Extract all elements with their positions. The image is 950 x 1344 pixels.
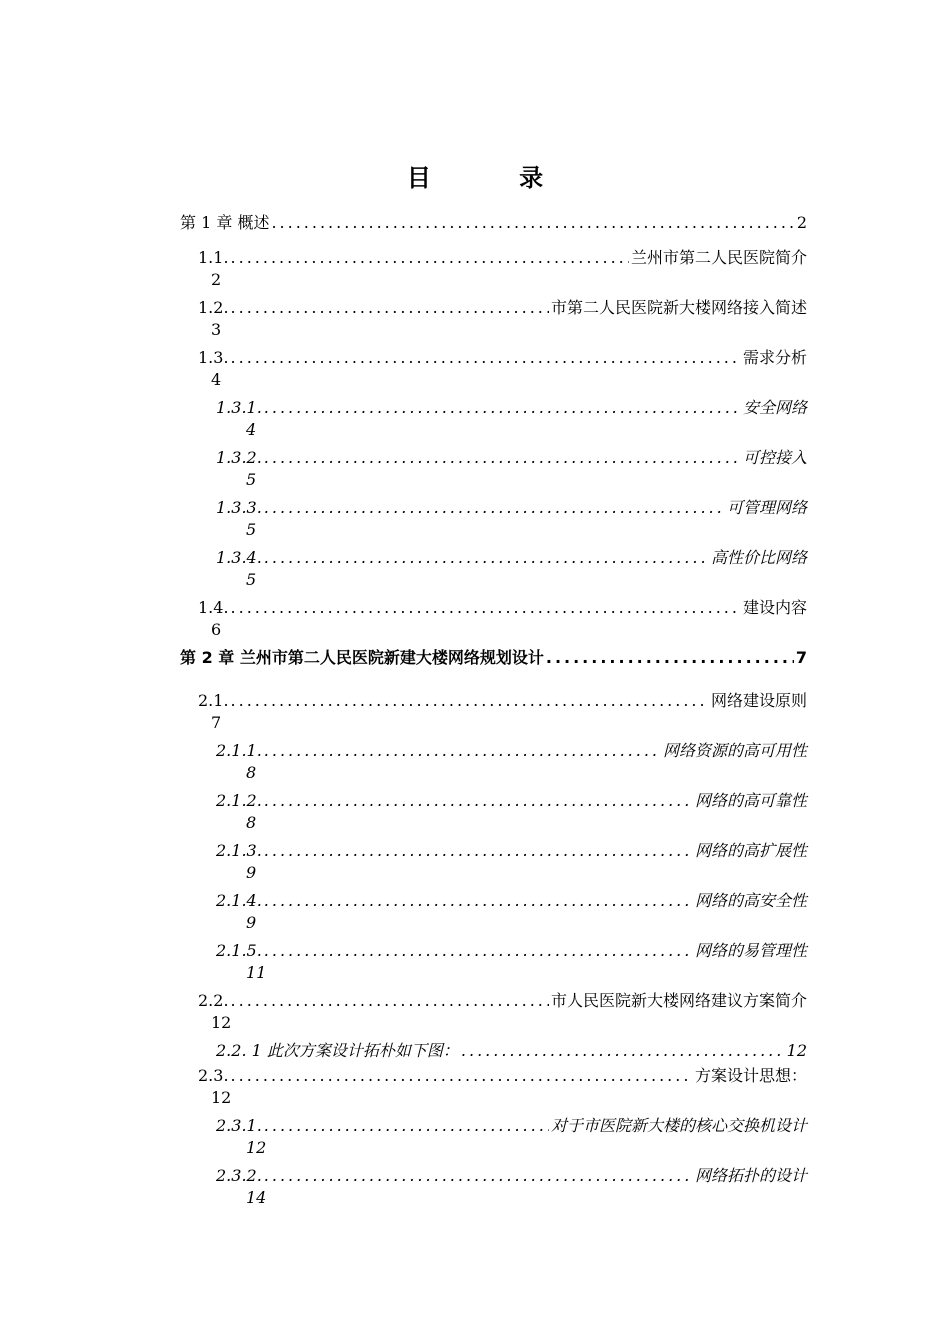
toc-line: [180, 210, 807, 233]
toc-number: 2.3.: [198, 1066, 229, 1085]
toc-line: [198, 988, 807, 1011]
toc-line: [216, 1038, 807, 1061]
dot-leader: [264, 1166, 693, 1185]
toc-page-number: 5: [246, 470, 257, 489]
toc-number: 1.1.: [198, 248, 229, 267]
toc-page-number: 6: [211, 620, 222, 639]
toc-line: [216, 838, 807, 861]
toc-line: [216, 545, 807, 568]
toc-page-number: 12: [211, 1013, 232, 1032]
toc-number: 2.3.2.: [216, 1166, 262, 1185]
toc-number: 2.1.4.: [216, 891, 262, 910]
toc-title: 可管理网络: [726, 498, 807, 517]
toc-number: 1.3.4.: [216, 548, 262, 567]
toc-page-number: 7: [795, 648, 807, 667]
toc-title: 对于市医院新大楼的核心交换机设计: [550, 1116, 807, 1135]
toc-number: 2.1.3.: [216, 841, 262, 860]
toc-line: [216, 938, 807, 961]
toc-page-number: 12: [246, 1138, 267, 1157]
dot-leader: [264, 398, 741, 417]
toc-page-number: 8: [246, 763, 257, 782]
toc-line: [180, 645, 807, 668]
dot-leader: [264, 1116, 549, 1135]
toc-line: [216, 445, 807, 468]
dot-leader: [271, 213, 794, 232]
toc-title: 市人民医院新大楼网络建议方案简介: [550, 991, 807, 1010]
toc-title: 网络的高可靠性: [694, 791, 807, 810]
toc-page-number: 11: [246, 963, 267, 982]
toc-title: 高性价比网络: [710, 548, 807, 567]
toc-line: [198, 345, 807, 368]
toc-page-number: 9: [246, 913, 257, 932]
toc-number: 1.3.1.: [216, 398, 262, 417]
dot-leader: [231, 691, 709, 710]
page-title: 目 录: [406, 164, 584, 192]
toc-number: 1.4.: [198, 598, 229, 617]
toc-number: 2.1.5.: [216, 941, 262, 960]
toc-line: [216, 1163, 807, 1186]
toc-line: [216, 1113, 807, 1136]
dot-leader: [264, 741, 661, 760]
dot-leader: [264, 791, 693, 810]
toc-line: [216, 788, 807, 811]
toc-page-number: 8: [246, 813, 257, 832]
toc-number: 2.2. 1 此次方案设计拓朴如下图：: [216, 1041, 459, 1060]
toc-page-number: 5: [246, 570, 257, 589]
toc-page-number: 12: [211, 1088, 232, 1107]
toc-title: 方案设计思想：: [694, 1066, 807, 1085]
toc-number: 第 1 章 概述: [180, 213, 270, 232]
toc-line: [198, 595, 807, 618]
toc-title: 网络拓扑的设计: [694, 1166, 807, 1185]
dot-leader: [264, 891, 693, 910]
toc-line: [216, 738, 807, 761]
dot-leader: [231, 991, 549, 1010]
dot-leader: [264, 548, 709, 567]
toc-title: 市第二人民医院新大楼网络接入简述: [550, 298, 807, 317]
dot-leader: [231, 348, 741, 367]
toc-line: [198, 1063, 807, 1086]
toc-title: 网络的高安全性: [694, 891, 807, 910]
toc-title: 需求分析: [742, 348, 807, 367]
toc-title: 建设内容: [742, 598, 807, 617]
toc-number: 2.1.1.: [216, 741, 262, 760]
toc-number: 2.1.2.: [216, 791, 262, 810]
toc-number: 1.3.: [198, 348, 229, 367]
toc-number: 第 2 章 兰州市第二人民医院新建大楼网络规划设计: [180, 648, 544, 667]
toc-page-number: 4: [211, 370, 222, 389]
toc-number: 2.3.1.: [216, 1116, 262, 1135]
toc-page-number: 2: [796, 213, 807, 232]
toc-number: 1.3.3.: [216, 498, 262, 517]
toc-title: 安全网络: [742, 398, 807, 417]
toc-number: 1.3.2.: [216, 448, 262, 467]
toc-page-number: 7: [211, 713, 222, 732]
dot-leader: [264, 448, 741, 467]
toc-title: 可控接入: [742, 448, 807, 467]
toc-line: [198, 295, 807, 318]
toc-page-number: 4: [246, 420, 257, 439]
toc-number: 2.1.: [198, 691, 229, 710]
toc-title: 网络建设原则: [710, 691, 807, 710]
toc-page-number: 14: [246, 1188, 267, 1207]
toc-line: [216, 888, 807, 911]
toc-title: 兰州市第二人民医院简介: [630, 248, 807, 267]
toc-line: [198, 245, 807, 268]
toc-page-number: 2: [211, 270, 222, 289]
toc-line: [216, 395, 807, 418]
toc-number: 1.2.: [198, 298, 229, 317]
dot-leader: [231, 248, 629, 267]
toc-page-number: 12: [786, 1041, 807, 1060]
toc-title: 网络的易管理性: [694, 941, 807, 960]
dot-leader: [231, 298, 549, 317]
dot-leader: [264, 498, 725, 517]
toc-title: 网络资源的高可用性: [662, 741, 807, 760]
toc-line: [198, 688, 807, 711]
toc-page-number: 9: [246, 863, 257, 882]
toc-title: 网络的高扩展性: [694, 841, 807, 860]
dot-leader: [546, 648, 794, 667]
toc-number: 2.2.: [198, 991, 229, 1010]
toc-page-number: 3: [211, 320, 222, 339]
dot-leader: [231, 1066, 693, 1085]
toc-line: [216, 495, 807, 518]
dot-leader: [264, 941, 693, 960]
dot-leader: [461, 1041, 785, 1060]
toc-page-number: 5: [246, 520, 257, 539]
dot-leader: [231, 598, 741, 617]
dot-leader: [264, 841, 693, 860]
